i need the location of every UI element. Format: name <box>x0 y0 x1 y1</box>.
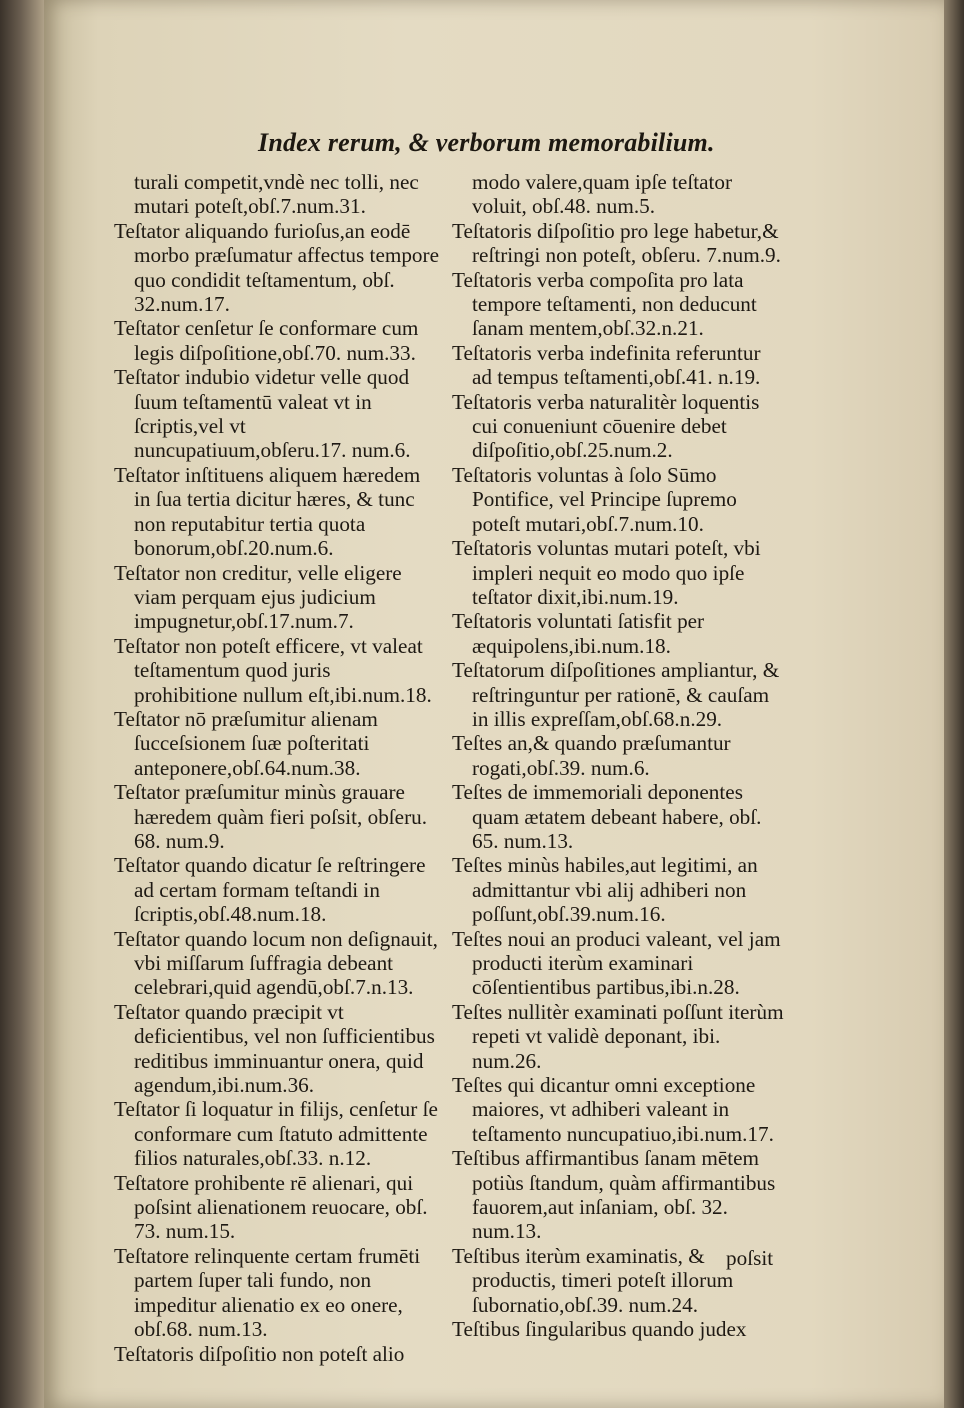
index-entry: Teſtator aliquando furioſus,an eodē morbo præſumatur affectus tempore quo condidit teſtamentum, obſ. 32.num.17. <box>114 218 439 317</box>
index-entry: Teſtatorum diſpoſitiones ampliantur, & reſtringuntur per rationē, & cauſam in illis expreſſam,obſ.68.n.29. <box>452 658 780 731</box>
index-entry: Teſtator quando præcipit vt deficientibus, vel non ſufficientibus reditibus imminuantur onera, quid agendum,ibi.num.36. <box>114 999 435 1098</box>
index-entry: Teſtibus affirmantibus ſanam mētem potiùs ſtandum, quàm affirmantibus fauorem,aut inſaniam, obſ. 32. num.13. <box>452 1146 776 1244</box>
index-column-right <box>452 170 784 1342</box>
index-entry: Teſtator non poteſt efficere, vt valeat teſtamentum quod juris prohibitione nullum eſt,ibi.num.18. <box>114 633 432 707</box>
index-column-left <box>114 170 439 1366</box>
index-entry: Teſtes qui dicantur omni exceptione maiores, vt adhiberi valeant in teſtamento nuncupatiuo,ibi.num.17. <box>452 1073 774 1146</box>
catchword: poſsit <box>726 1246 774 1270</box>
index-entry: Teſtatoris voluntati ſatisfit per æquipolens,ibi.num.18. <box>452 609 705 658</box>
index-entry: Teſtator quando locum non deſignauit, vbi miſſarum ſuffragia debeant celebrari,quid agendū,obſ.7.n.13. <box>114 926 438 1000</box>
index-entry: Teſtibus ſingularibus quando judex <box>452 1317 747 1342</box>
index-entry: Teſtatore prohibente rē alienari, qui poſsint alienationem reuocare, obſ. 73. num.15. <box>114 1170 428 1244</box>
index-entry: Teſtatoris voluntas à ſolo Sūmo Pontifice, vel Principe ſupremo poteſt mutari,obſ.7.num.10. <box>452 462 737 536</box>
index-entry: Teſtes nullitèr examinati poſſunt iterùm repeti vt validè deponant, ibi. num.26. <box>452 999 784 1073</box>
index-entry: Teſtator cenſetur ſe conformare cum legis diſpoſitione,obſ.70. num.33. <box>114 316 419 365</box>
index-entry: Teſtatoris verba indefinita referuntur ad tempus teſtamenti,obſ.41. n.19. <box>452 340 761 390</box>
index-entry: Teſtatoris voluntas mutari poteſt, vbi impleri nequit eo modo quo ipſe teſtator dixit,ibi.num.19. <box>452 536 761 609</box>
index-entry: Teſtes de immemoriali deponentes quam ætatem debeant habere, obſ. 65. num.13. <box>452 780 762 853</box>
index-entry: Teſtator ſi loquatur in filijs, cenſetur ſe conformare cum ſtatuto admittente filios naturales,obſ.33. n.12. <box>114 1097 438 1171</box>
index-entry-continuation: turali competit,vndè nec tolli, nec mutari poteſt,obſ.7.num.31. <box>134 170 419 219</box>
index-entry-continuation: modo valere,quam ipſe teſtator voluit, obſ.48. num.5. <box>472 170 733 219</box>
index-entry: Teſtatoris diſpoſitio non poteſt alio <box>114 1341 405 1366</box>
page-edge <box>944 0 964 1408</box>
index-entry: Teſtator nō præſumitur alienam ſucceſsionem ſuæ poſteritati anteponere,obſ.64.num.38. <box>114 706 378 780</box>
index-entry: Teſtatoris verba compoſita pro lata tempore teſtamenti, non deducunt ſanam mentem,obſ.32.n.21. <box>452 267 757 341</box>
index-entry: Teſtatoris diſpoſitio pro lege habetur,& reſtringi non poteſt, obſeru. 7.num.9. <box>452 218 781 268</box>
index-entry: Teſtes noui an produci valeant, vel jam producti iterùm examinari cōſentientibus partibus,ibi.n.28. <box>452 926 781 1000</box>
index-entry: Teſtator quando dicatur ſe reſtringere ad certam formam teſtandi in ſcriptis,obſ.48.num.18. <box>114 853 426 927</box>
index-entry: Teſtatoris verba naturalitèr loquentis cui conueniunt cōuenire debet diſpoſitio,obſ.25.num.2. <box>452 389 760 463</box>
index-entry: Teſtes minùs habiles,aut legitimi, an admittantur vbi alij adhiberi non poſſunt,obſ.39.num.16. <box>452 853 758 927</box>
running-header: Index rerum, & verborum memorabilium. <box>258 128 715 157</box>
index-entry: Teſtator præſumitur minùs grauare hæredem quàm fieri poſsit, obſeru. 68. num.9. <box>114 780 428 853</box>
index-entry: Teſtator inſtituens aliquem hæredem in ſua tertia dicitur hæres, & tunc non reputabitur tertia quota bonorum,obſ.20.num.6. <box>114 462 421 561</box>
index-entry: Teſtibus iterùm examinatis, & productis, timeri poteſt illorum ſubornatio,obſ.39. num.24. <box>452 1243 734 1317</box>
index-entry: Teſtator indubio videtur velle quod ſuum teſtamentū valeat vt in ſcriptis,vel vt nuncupatiuum,obſeru.17. num.6. <box>114 365 411 463</box>
index-entry: Teſtes an,& quando præſumantur rogati,obſ.39. num.6. <box>452 731 731 780</box>
index-entry: Teſtator non creditur, velle eligere viam perquam ejus judicium impugnetur,obſ.17.num.7. <box>114 560 402 634</box>
index-entry: Teſtatore relinquente certam frumēti partem ſuper tali fundo, non impeditur alienatio ex eo onere, obſ.68. num.13. <box>114 1243 421 1342</box>
